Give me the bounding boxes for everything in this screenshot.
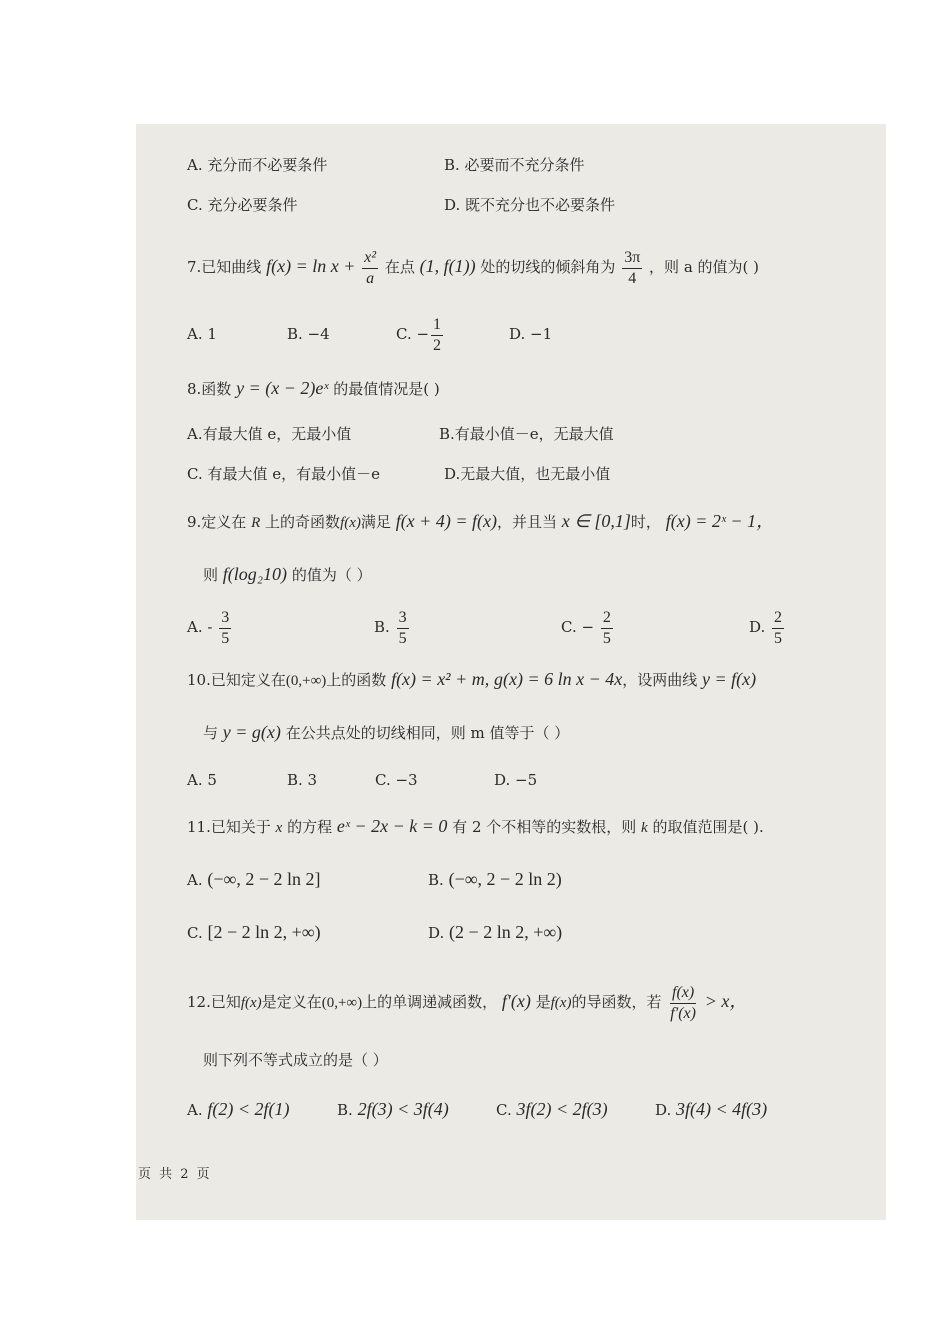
q7-fraction-denominator: a: [366, 269, 375, 287]
q8-stem: [187, 378, 440, 399]
q12-stem: [187, 978, 747, 1026]
q11-option-a-value: (−∞, 2 − 2 ln 2]: [207, 869, 321, 889]
q7-tail: ，则 a 的值为( ): [649, 258, 759, 276]
q9-option-b-denominator: 5: [398, 629, 407, 647]
q10-g: g(x) = 6 ln x − 4x: [494, 669, 623, 689]
q12-option-a: [187, 1096, 290, 1123]
q8-prefix: 8.函数: [187, 380, 232, 398]
q10-option-d: D. −5: [494, 771, 538, 789]
q11-stem: [187, 816, 764, 838]
q12-fx: f(x): [240, 995, 262, 1011]
q6-option-b: B. 必要而不充分条件: [444, 156, 585, 174]
q7-stem: [187, 244, 759, 289]
q9-option-c-label: C. −: [561, 618, 595, 636]
q7-prefix: 7.已知曲线: [187, 258, 262, 276]
q11-tail: 的取值范围是( ).: [652, 818, 764, 836]
q12-prefix: 12.已知: [187, 993, 241, 1011]
q12-option-d-label: D.: [655, 1101, 672, 1119]
q12-option-c: [496, 1096, 608, 1123]
q11-option-b-value: (−∞, 2 − 2 ln 2): [448, 869, 562, 889]
q9-line2-prefix: 则: [203, 566, 219, 584]
q9-option-a-label: A. -: [187, 618, 213, 636]
q12-option-c-value: 3f(2) < 2f(3): [516, 1099, 608, 1119]
q9-line2-tail: 的值为（ ）: [291, 566, 372, 584]
q9-option-d-numerator: 2: [772, 609, 784, 629]
q10-stem: [187, 666, 756, 694]
q7-mid: 在点: [384, 258, 415, 276]
q9-option-d: [749, 605, 786, 649]
q7-fraction: [362, 249, 378, 288]
q8-tail: 的最值情况是( ): [333, 380, 440, 398]
q11-option-b-label: B.: [428, 871, 444, 889]
q9-mid2: 满足: [360, 513, 391, 531]
q8-option-d: D.无最大值，也无最小值: [444, 465, 611, 483]
q12-fpx: f′(x): [501, 991, 531, 1011]
q9-stem: [187, 508, 774, 536]
q8-option-b: B.有最小值－e，无最大值: [439, 425, 614, 443]
q9-r: R: [251, 515, 261, 531]
q10-option-b: B. 3: [287, 771, 318, 789]
q12-option-b-label: B.: [337, 1101, 353, 1119]
q10-line2-prefix: 与: [203, 724, 219, 742]
q9-option-b: [374, 605, 411, 649]
q12-mid4: 的导函数，若: [571, 993, 662, 1011]
page-footer: 页 共 2 页: [138, 1167, 212, 1182]
q12-option-d: [655, 1096, 767, 1123]
q11-option-a-label: A.: [187, 871, 203, 889]
q12-fx2: f(x): [550, 995, 572, 1011]
q7-option-a: A. 1: [187, 325, 217, 343]
q12-option-a-label: A.: [187, 1101, 203, 1119]
q11-k: k: [641, 820, 648, 836]
q7-fraction-numerator: x²: [362, 249, 378, 269]
q9-stem-line-2: [203, 561, 372, 588]
q9-option-b-numerator: 3: [397, 609, 409, 629]
q6-option-d: D. 既不充分也不必要条件: [444, 196, 616, 214]
q9-option-c-numerator: 2: [601, 609, 613, 629]
q12-option-d-value: 3f(4) < 4f(3): [676, 1099, 768, 1119]
q11-equation: eˣ − 2x − k = 0: [336, 816, 448, 836]
q6-option-c: C. 充分必要条件: [187, 196, 298, 214]
q9-option-d-fraction: [772, 609, 784, 648]
q10-stem-line-2: [203, 719, 569, 746]
q9-option-a: [187, 605, 233, 649]
q7-function: f(x) = ln x +: [266, 256, 356, 276]
q12-fraction-numerator: f(x): [670, 984, 696, 1004]
q8-function: y = (x − 2)eˣ: [236, 378, 329, 398]
q9-option-a-denominator: 5: [221, 629, 230, 647]
q11-option-c: [187, 917, 321, 948]
q8-option-c: C. 有最大值 e，有最小值－e: [187, 465, 381, 483]
q9-mid: 上的奇函数: [265, 513, 341, 531]
q11-mid2: 有 2 个不相等的实数根，则: [452, 818, 637, 836]
q12-option-b: [337, 1096, 449, 1123]
q12-mid2: 上的单调递减函数，: [362, 993, 498, 1011]
q12-tail: > x，: [704, 991, 748, 1011]
q11-option-d-value: (2 − 2 ln 2, +∞): [449, 922, 563, 942]
q12-mid: 是定义在: [261, 993, 322, 1011]
q11-option-d-label: D.: [428, 924, 445, 942]
q9-option-b-label: B.: [374, 618, 390, 636]
q7-option-b: B. −4: [287, 325, 330, 343]
q9-option-b-fraction: [397, 609, 409, 648]
q7-option-c-fraction: [431, 316, 443, 355]
q7-point: (1, f(1)): [419, 256, 476, 276]
q9-mid4: 时，: [630, 513, 661, 531]
q9-mid3: ，并且当: [496, 513, 557, 531]
q11-x: x: [275, 820, 283, 836]
q10-line2-g: y = g(x): [222, 722, 281, 742]
q10-mid: 上的函数: [326, 671, 387, 689]
q11-prefix: 11.已知关于: [187, 818, 271, 836]
q10-tail: ，设两曲线: [622, 671, 698, 689]
q10-prefix: 10.已知定义在: [187, 671, 286, 689]
q11-mid: 的方程: [287, 818, 333, 836]
q7-option-c-label: C. −: [396, 325, 430, 343]
q9-equation-1: f(x + 4) = f(x): [395, 511, 497, 531]
q10-domain: (0,+∞): [285, 673, 327, 689]
q9-option-c-denominator: 5: [602, 629, 611, 647]
q9-option-d-label: D.: [749, 618, 766, 636]
q11-option-b: [428, 864, 562, 895]
q9-condition: x ∈ [0,1]: [561, 511, 631, 531]
q12-mid3: 是: [535, 993, 551, 1011]
q7-option-c: [396, 314, 445, 355]
q9-prefix: 9.定义在: [187, 513, 247, 531]
q12-fraction: [668, 984, 698, 1023]
q7-mid2: 处的切线的倾斜角为: [480, 258, 616, 276]
q9-fx: f(x): [340, 515, 361, 531]
q8-option-a: A.有最大值 e，无最小值: [187, 425, 352, 443]
q10-f: f(x) = x² + m,: [391, 669, 490, 689]
q9-line2-f: f(log₂10): [222, 564, 288, 584]
q12-option-c-label: C.: [496, 1101, 512, 1119]
q10-curve: y = f(x): [702, 669, 757, 689]
q11-option-a: [187, 864, 321, 895]
q7-angle-denominator: 4: [628, 269, 637, 287]
q9-option-a-numerator: 3: [219, 609, 231, 629]
q10-option-a: A. 5: [187, 771, 217, 789]
q7-option-c-denominator: 2: [433, 336, 442, 354]
q12-option-b-value: 2f(3) < 3f(4): [357, 1099, 449, 1119]
q12-fraction-denominator: f′(x): [670, 1004, 696, 1022]
q7-option-c-numerator: 1: [431, 316, 443, 336]
q12-domain: (0,+∞): [321, 995, 363, 1011]
q7-angle: [622, 249, 642, 288]
q11-option-c-value: [2 − 2 ln 2, +∞): [207, 922, 321, 942]
q6-option-a: A. 充分而不必要条件: [187, 156, 328, 174]
q9-option-d-denominator: 5: [774, 629, 783, 647]
q12-stem-line-2: 则下列不等式成立的是（ ）: [203, 1051, 388, 1069]
q10-line2-tail: 在公共点处的切线相同，则 m 值等于（ ）: [285, 724, 570, 742]
q9-option-c-fraction: [601, 609, 613, 648]
q11-option-d: [428, 917, 562, 948]
q7-angle-numerator: 3π: [622, 249, 642, 269]
q7-option-d: D. −1: [509, 325, 553, 343]
q9-option-a-fraction: [219, 609, 231, 648]
q9-option-c: [561, 605, 615, 649]
q10-option-c: C. −3: [375, 771, 418, 789]
q12-option-a-value: f(2) < 2f(1): [207, 1099, 290, 1119]
q11-option-c-label: C.: [187, 924, 203, 942]
q7-options: [187, 314, 217, 354]
q9-equation-2: f(x) = 2ˣ − 1，: [665, 511, 775, 531]
